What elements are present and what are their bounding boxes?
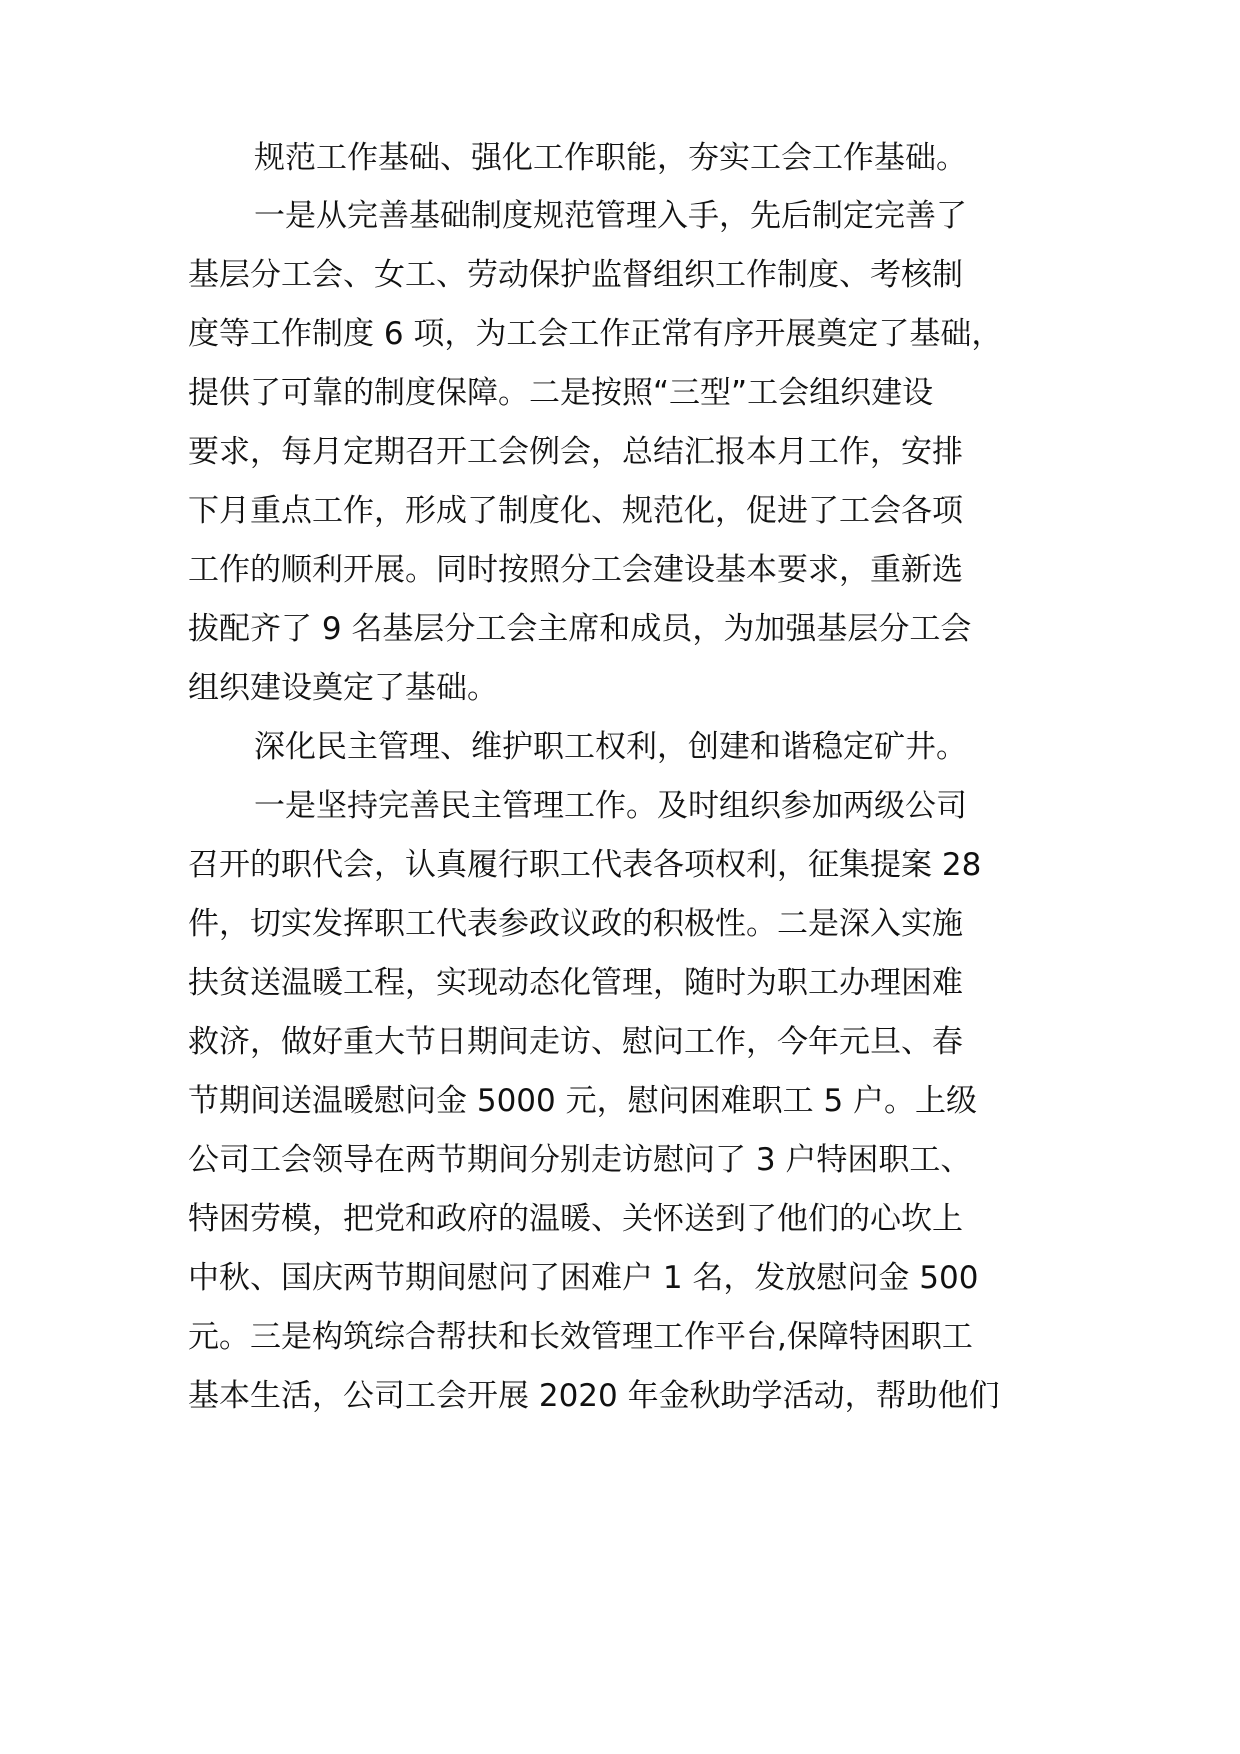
paragraph-line: 组织建设奠定了基础。 — [188, 670, 498, 706]
paragraph-line: 件，切实发挥职工代表参政议政的积极性。二是深入实施 — [188, 906, 963, 942]
paragraph-line: 公司工会领导在两节期间分别走访慰问了 3 户特困职工、 — [188, 1142, 972, 1178]
paragraph-line: 节期间送温暖慰问金 5000 元，慰问困难职工 5 户。上级 — [188, 1083, 978, 1119]
paragraph-line: 度等工作制度 6 项，为工会工作正常有序开展奠定了基础， — [188, 316, 1003, 352]
paragraph-line: 特困劳模，把党和政府的温暖、关怀送到了他们的心坎上 — [188, 1201, 963, 1237]
section-heading: 规范工作基础、强化工作职能，夯实工会工作基础。 — [254, 140, 967, 176]
section-heading: 深化民主管理、维护职工权利，创建和谐稳定矿井。 — [254, 729, 967, 765]
paragraph-line: 救济，做好重大节日期间走访、慰问工作，今年元旦、春 — [188, 1024, 963, 1060]
paragraph-line: 一是坚持完善民主管理工作。及时组织参加两级公司 — [254, 788, 967, 824]
paragraph-line: 扶贫送温暖工程，实现动态化管理，随时为职工办理困难 — [188, 965, 963, 1001]
paragraph-line: 要求，每月定期召开工会例会，总结汇报本月工作，安排 — [188, 434, 963, 470]
paragraph-line: 元。三是构筑综合帮扶和长效管理工作平台,保障特困职工 — [188, 1319, 973, 1355]
paragraph-line: 拔配齐了 9 名基层分工会主席和成员，为加强基层分工会 — [188, 611, 972, 647]
paragraph-line: 工作的顺利开展。同时按照分工会建设基本要求，重新选 — [188, 552, 963, 588]
paragraph-line: 下月重点工作，形成了制度化、规范化，促进了工会各项 — [188, 493, 963, 529]
paragraph-line: 提供了可靠的制度保障。二是按照“三型”工会组织建设 — [188, 375, 934, 411]
paragraph-line: 基层分工会、女工、劳动保护监督组织工作制度、考核制 — [188, 257, 963, 293]
paragraph-line: 中秋、国庆两节期间慰问了困难户 1 名，发放慰问金 500 — [188, 1260, 979, 1296]
paragraph-line: 一是从完善基础制度规范管理入手，先后制定完善了 — [254, 198, 967, 234]
paragraph-line: 召开的职代会，认真履行职工代表各项权利，征集提案 28 — [188, 847, 982, 883]
paragraph-line: 基本生活，公司工会开展 2020 年金秋助学活动，帮助他们 — [188, 1378, 1000, 1414]
